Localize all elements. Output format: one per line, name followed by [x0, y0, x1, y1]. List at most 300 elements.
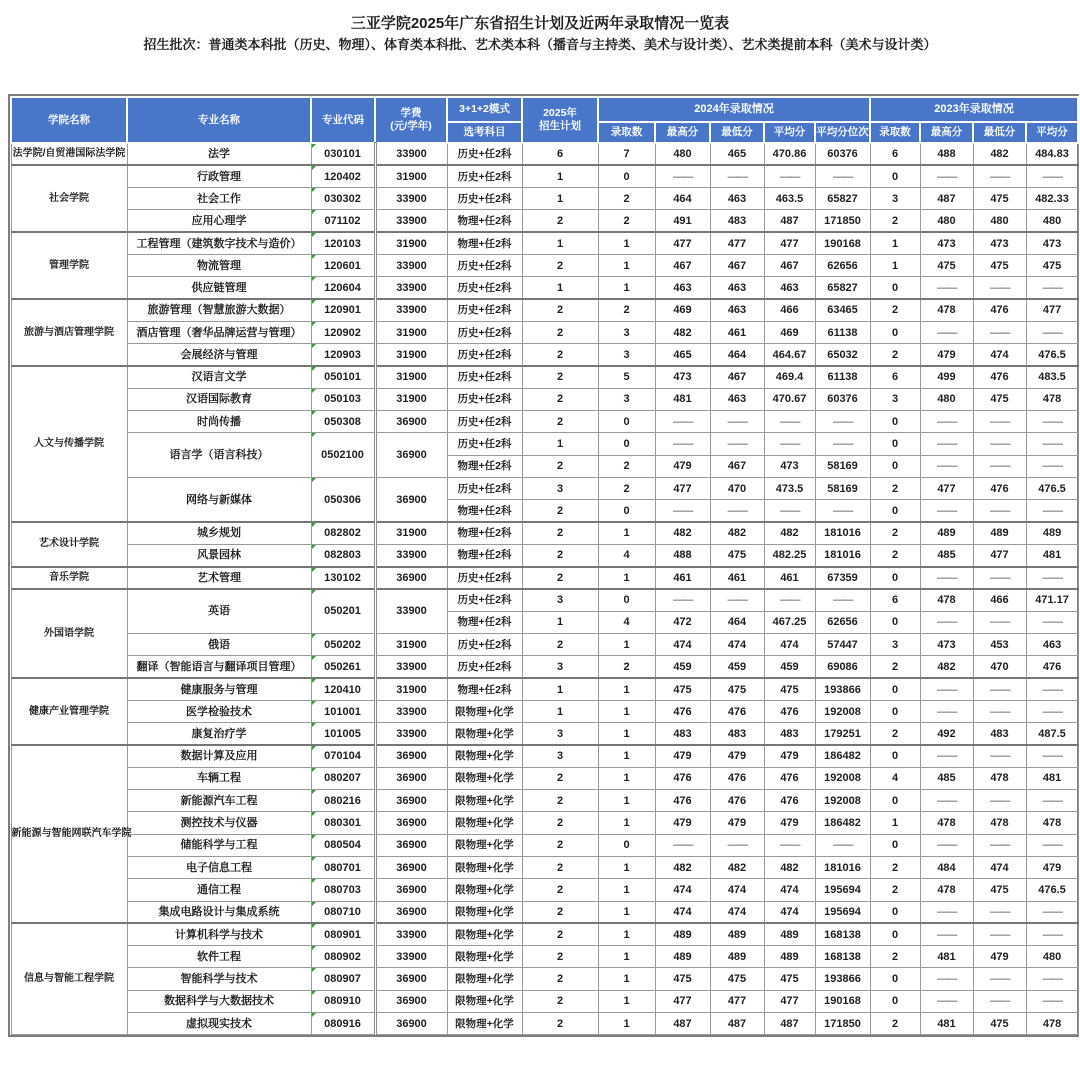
stat-2024-cell: 2 — [598, 477, 655, 499]
error-flag-icon — [312, 924, 316, 928]
major-name-cell: 储能科学与工程 — [127, 834, 311, 856]
tuition-cell: 33900 — [375, 700, 447, 722]
subjects-cell: 物理+任2科 — [447, 544, 522, 566]
stat-2024-cell: 65827 — [815, 277, 870, 299]
college-name-cell: 人文与传播学院 — [11, 366, 127, 522]
stat-2023-cell: 2 — [870, 299, 920, 321]
stat-2023-cell: 474 — [973, 857, 1026, 879]
table-row — [11, 165, 1078, 187]
stat-2023-cell: 475 — [973, 188, 1026, 210]
stat-2023-cell: —— — [973, 700, 1026, 722]
stat-2024-cell: —— — [710, 411, 764, 433]
plan-2025-cell: 1 — [522, 678, 598, 700]
major-name-cell: 时尚传播 — [127, 411, 311, 433]
error-flag-icon — [312, 634, 316, 638]
major-code-text: 082802 — [324, 527, 361, 540]
subjects-cell: 限物理+化学 — [447, 923, 522, 945]
table-row — [11, 589, 1078, 611]
plan-2025-cell: 3 — [522, 589, 598, 611]
stat-2024-cell: 481 — [655, 388, 710, 410]
table-row — [11, 254, 1078, 276]
subjects-cell: 物理+任2科 — [447, 611, 522, 633]
header-2023-max: 最高分 — [920, 122, 973, 143]
stat-2024-cell: —— — [815, 834, 870, 856]
stat-2024-cell: 190168 — [815, 232, 870, 254]
tuition-cell: 31900 — [375, 344, 447, 366]
admission-table — [10, 96, 1079, 1035]
stat-2023-cell: 2 — [870, 477, 920, 499]
tuition-cell: 36900 — [375, 834, 447, 856]
stat-2024-cell: 181016 — [815, 857, 870, 879]
tuition-cell: 36900 — [375, 477, 447, 522]
tuition-cell: 31900 — [375, 634, 447, 656]
tuition-cell: 33900 — [375, 188, 447, 210]
error-flag-icon — [312, 968, 316, 972]
table-row — [11, 477, 1078, 499]
major-name-cell: 社会工作 — [127, 188, 311, 210]
stat-2024-cell: 473 — [764, 455, 815, 477]
major-code-text: 080710 — [324, 905, 361, 918]
error-flag-icon — [312, 812, 316, 816]
stat-2024-cell: 464.67 — [764, 344, 815, 366]
subjects-cell: 历史+任2科 — [447, 388, 522, 410]
stat-2023-cell: 2 — [870, 210, 920, 232]
plan-2025-cell: 2 — [522, 455, 598, 477]
major-name-cell: 艺术管理 — [127, 567, 311, 589]
error-flag-icon — [312, 233, 316, 237]
college-name-cell: 旅游与酒店管理学院 — [11, 299, 127, 366]
stat-2023-cell: 492 — [920, 723, 973, 745]
major-name-cell: 计算机科学与技术 — [127, 923, 311, 945]
stat-2024-cell: —— — [764, 589, 815, 611]
subjects-cell: 历史+任2科 — [447, 143, 522, 165]
major-code-cell — [311, 299, 375, 321]
stat-2023-cell: 473 — [920, 232, 973, 254]
major-code-text: 120604 — [324, 281, 361, 294]
subjects-cell: 历史+任2科 — [447, 254, 522, 276]
tuition-cell: 31900 — [375, 366, 447, 388]
error-flag-icon — [312, 188, 316, 192]
error-flag-icon — [312, 277, 316, 281]
stat-2023-cell: 478 — [973, 812, 1026, 834]
tuition-cell: 36900 — [375, 745, 447, 767]
major-code-cell — [311, 790, 375, 812]
header-2023-min: 最低分 — [973, 122, 1026, 143]
subjects-cell: 历史+任2科 — [447, 634, 522, 656]
subjects-cell: 历史+任2科 — [447, 321, 522, 343]
stat-2024-cell: 63465 — [815, 299, 870, 321]
stat-2024-cell: 168138 — [815, 923, 870, 945]
header-plan-2025 — [522, 97, 598, 143]
plan-2025-cell: 1 — [522, 700, 598, 722]
stat-2024-cell: 1 — [598, 678, 655, 700]
stat-2023-cell: —— — [920, 411, 973, 433]
major-name-cell: 软件工程 — [127, 946, 311, 968]
plan-2025-cell: 1 — [522, 433, 598, 455]
table-row — [11, 433, 1078, 455]
tuition-cell: 31900 — [375, 232, 447, 254]
stat-2023-cell: 478 — [1026, 1013, 1078, 1035]
stat-2024-cell: 186482 — [815, 745, 870, 767]
stat-2023-cell: 475 — [973, 388, 1026, 410]
error-flag-icon — [312, 723, 316, 727]
major-code-text: 082803 — [324, 549, 361, 562]
tuition-cell: 36900 — [375, 790, 447, 812]
tuition-cell: 31900 — [375, 165, 447, 187]
major-name-cell: 风景园林 — [127, 544, 311, 566]
stat-2023-cell: 487 — [920, 188, 973, 210]
stat-2023-cell: —— — [920, 321, 973, 343]
plan-2025-cell: 2 — [522, 879, 598, 901]
tuition-cell: 36900 — [375, 968, 447, 990]
plan-2025-cell: 2 — [522, 634, 598, 656]
stat-2023-cell: —— — [973, 923, 1026, 945]
stat-2024-cell: 474 — [655, 634, 710, 656]
major-name-cell: 英语 — [127, 589, 311, 634]
stat-2023-cell: 0 — [870, 433, 920, 455]
stat-2024-cell: 467.25 — [764, 611, 815, 633]
major-code-text: 080703 — [324, 883, 361, 896]
stat-2024-cell: 2 — [598, 299, 655, 321]
stat-2023-cell: —— — [973, 277, 1026, 299]
stat-2023-cell: —— — [920, 277, 973, 299]
stat-2024-cell: 58169 — [815, 477, 870, 499]
stat-2024-cell: 1 — [598, 968, 655, 990]
stat-2024-cell: 1 — [598, 745, 655, 767]
stat-2024-cell: 463 — [710, 188, 764, 210]
stat-2024-cell: 1 — [598, 812, 655, 834]
header-row-1 — [11, 97, 1078, 122]
table-row — [11, 210, 1078, 232]
stat-2023-cell: 2 — [870, 344, 920, 366]
tuition-cell: 31900 — [375, 678, 447, 700]
stat-2023-cell: —— — [920, 611, 973, 633]
stat-2024-cell: 489 — [764, 923, 815, 945]
stat-2024-cell: 192008 — [815, 790, 870, 812]
major-code-text: 130102 — [324, 571, 361, 584]
stat-2023-cell: 479 — [973, 946, 1026, 968]
subjects-cell: 历史+任2科 — [447, 366, 522, 388]
subjects-cell: 历史+任2科 — [447, 299, 522, 321]
subjects-cell: 限物理+化学 — [447, 990, 522, 1012]
stat-2024-cell: 171850 — [815, 1013, 870, 1035]
stat-2023-cell: 474 — [973, 344, 1026, 366]
major-code-text: 080701 — [324, 861, 361, 874]
error-flag-icon — [312, 545, 316, 549]
table-row — [11, 901, 1078, 923]
header-major: 专业名称 — [127, 97, 311, 143]
stat-2024-cell: 0 — [598, 165, 655, 187]
stat-2023-cell: —— — [973, 321, 1026, 343]
stat-2024-cell: 60376 — [815, 388, 870, 410]
table-row — [11, 834, 1078, 856]
stat-2024-cell: 1 — [598, 634, 655, 656]
major-name-cell: 旅游管理（智慧旅游大数据） — [127, 299, 311, 321]
error-flag-icon — [312, 790, 316, 794]
stat-2024-cell: 181016 — [815, 522, 870, 544]
stat-2024-cell: 193866 — [815, 678, 870, 700]
error-flag-icon — [312, 322, 316, 326]
stat-2024-cell: 459 — [764, 656, 815, 678]
plan-2025-cell: 2 — [522, 790, 598, 812]
stat-2023-cell: —— — [973, 165, 1026, 187]
tuition-cell: 33900 — [375, 589, 447, 634]
stat-2023-cell: 478 — [1026, 812, 1078, 834]
stat-2024-cell: —— — [710, 433, 764, 455]
table-row — [11, 678, 1078, 700]
stat-2023-cell: 473 — [1026, 232, 1078, 254]
college-name-cell: 法学院/自贸港国际法学院 — [11, 143, 127, 165]
stat-2023-cell: —— — [920, 790, 973, 812]
stat-2024-cell: —— — [710, 834, 764, 856]
table-row — [11, 767, 1078, 789]
plan-2025-cell: 2 — [522, 767, 598, 789]
stat-2024-cell: 179251 — [815, 723, 870, 745]
stat-2024-cell: 465 — [710, 143, 764, 165]
stat-2024-cell: 3 — [598, 388, 655, 410]
stat-2023-cell: 484 — [920, 857, 973, 879]
stat-2024-cell: 2 — [598, 210, 655, 232]
error-flag-icon — [312, 144, 316, 148]
stat-2023-cell: —— — [920, 990, 973, 1012]
stat-2023-cell: 489 — [973, 522, 1026, 544]
stat-2023-cell: —— — [920, 745, 973, 767]
subjects-cell: 限物理+化学 — [447, 723, 522, 745]
stat-2024-cell: 477 — [764, 232, 815, 254]
table-row — [11, 544, 1078, 566]
table-row — [11, 1013, 1078, 1035]
stat-2024-cell: 487 — [710, 1013, 764, 1035]
stat-2024-cell: 467 — [710, 455, 764, 477]
major-code-cell — [311, 232, 375, 254]
error-flag-icon — [312, 433, 316, 437]
stat-2024-cell: 65827 — [815, 188, 870, 210]
major-code-text: 050308 — [324, 415, 361, 428]
tuition-cell: 33900 — [375, 923, 447, 945]
plan-2025-cell: 2 — [522, 857, 598, 879]
stat-2024-cell: 190168 — [815, 990, 870, 1012]
stat-2023-cell: 466 — [973, 589, 1026, 611]
stat-2024-cell: 477 — [655, 477, 710, 499]
stat-2024-cell: 482 — [655, 857, 710, 879]
stat-2023-cell: 6 — [870, 143, 920, 165]
tuition-cell: 31900 — [375, 321, 447, 343]
stat-2023-cell: —— — [973, 433, 1026, 455]
header-plan-line1: 2025年 — [543, 107, 577, 119]
table-row — [11, 567, 1078, 589]
stat-2024-cell: 181016 — [815, 544, 870, 566]
major-code-text: 050261 — [324, 660, 361, 673]
stat-2024-cell: 461 — [710, 321, 764, 343]
tuition-cell: 33900 — [375, 277, 447, 299]
plan-2025-cell: 2 — [522, 210, 598, 232]
table-row — [11, 700, 1078, 722]
stat-2023-cell: 475 — [1026, 254, 1078, 276]
stat-2024-cell: 1 — [598, 923, 655, 945]
stat-2024-cell: 476 — [710, 790, 764, 812]
stat-2024-cell: 475 — [655, 968, 710, 990]
stat-2024-cell: 482 — [655, 522, 710, 544]
stat-2023-cell: 470 — [973, 656, 1026, 678]
stat-2023-cell: 489 — [920, 522, 973, 544]
stat-2023-cell: 6 — [870, 589, 920, 611]
stat-2024-cell: 479 — [655, 812, 710, 834]
major-code-text: 030101 — [324, 148, 361, 161]
stat-2023-cell: —— — [1026, 990, 1078, 1012]
header-2024-count: 录取数 — [598, 122, 655, 143]
subjects-cell: 限物理+化学 — [447, 946, 522, 968]
plan-2025-cell: 3 — [522, 656, 598, 678]
major-code-cell — [311, 210, 375, 232]
stat-2024-cell: 467 — [764, 254, 815, 276]
admission-table-frame — [8, 94, 1079, 1037]
stat-2024-cell: 476 — [655, 790, 710, 812]
stat-2023-cell: —— — [1026, 411, 1078, 433]
tuition-cell: 36900 — [375, 567, 447, 589]
stat-2024-cell: —— — [815, 500, 870, 522]
subjects-cell: 历史+任2科 — [447, 165, 522, 187]
stat-2024-cell: 476 — [764, 790, 815, 812]
subjects-cell: 限物理+化学 — [447, 1013, 522, 1035]
tuition-cell: 36900 — [375, 812, 447, 834]
stat-2024-cell: 476 — [710, 767, 764, 789]
stat-2023-cell: 453 — [973, 634, 1026, 656]
table-row — [11, 723, 1078, 745]
stat-2023-cell: 476 — [973, 366, 1026, 388]
stat-2023-cell: 477 — [1026, 299, 1078, 321]
major-code-cell — [311, 567, 375, 589]
stat-2023-cell: 2 — [870, 656, 920, 678]
stat-2024-cell: 479 — [764, 812, 815, 834]
subjects-cell: 限物理+化学 — [447, 700, 522, 722]
tuition-cell: 33900 — [375, 723, 447, 745]
major-code-cell — [311, 254, 375, 276]
stat-2024-cell: —— — [764, 411, 815, 433]
stat-2023-cell: —— — [973, 678, 1026, 700]
stat-2024-cell: 5 — [598, 366, 655, 388]
stat-2023-cell: 499 — [920, 366, 973, 388]
stat-2024-cell: —— — [710, 500, 764, 522]
subjects-cell: 限物理+化学 — [447, 790, 522, 812]
major-code-cell — [311, 321, 375, 343]
stat-2023-cell: —— — [920, 678, 973, 700]
subjects-cell: 历史+任2科 — [447, 188, 522, 210]
stat-2024-cell: 476 — [764, 767, 815, 789]
stat-2024-cell: 482 — [655, 321, 710, 343]
stat-2024-cell: 482 — [764, 857, 815, 879]
stat-2024-cell: 67359 — [815, 567, 870, 589]
stat-2024-cell: 0 — [598, 433, 655, 455]
stat-2024-cell: 61138 — [815, 366, 870, 388]
stat-2023-cell: 475 — [920, 254, 973, 276]
error-flag-icon — [312, 344, 316, 348]
error-flag-icon — [312, 701, 316, 705]
stat-2023-cell: 488 — [920, 143, 973, 165]
subjects-cell: 历史+任2科 — [447, 589, 522, 611]
stat-2024-cell: 482.25 — [764, 544, 815, 566]
stat-2023-cell: 2 — [870, 879, 920, 901]
stat-2023-cell: 478 — [920, 589, 973, 611]
stat-2023-cell: 0 — [870, 990, 920, 1012]
stat-2023-cell: —— — [1026, 165, 1078, 187]
subjects-cell: 历史+任2科 — [447, 411, 522, 433]
stat-2024-cell: 4 — [598, 611, 655, 633]
stat-2024-cell: 1 — [598, 901, 655, 923]
stat-2023-cell: 479 — [1026, 857, 1078, 879]
stat-2023-cell: —— — [1026, 455, 1078, 477]
major-name-cell: 康复治疗学 — [127, 723, 311, 745]
error-flag-icon — [312, 857, 316, 861]
stat-2023-cell: 480 — [920, 388, 973, 410]
major-code-text: 080207 — [324, 772, 361, 785]
plan-2025-cell: 3 — [522, 723, 598, 745]
subjects-cell: 物理+任2科 — [447, 232, 522, 254]
major-name-cell: 城乡规划 — [127, 522, 311, 544]
subjects-cell: 物理+任2科 — [447, 455, 522, 477]
header-2024-min: 最低分 — [710, 122, 764, 143]
stat-2024-cell: —— — [655, 165, 710, 187]
stat-2024-cell: 474 — [710, 901, 764, 923]
page-title: 三亚学院2025年广东省招生计划及近两年录取情况一览表 — [350, 15, 730, 32]
major-code-text: 071102 — [324, 214, 361, 227]
stat-2024-cell: 1 — [598, 1013, 655, 1035]
stat-2023-cell: 2 — [870, 522, 920, 544]
subjects-cell: 物理+任2科 — [447, 210, 522, 232]
major-name-cell: 汉语言文学 — [127, 366, 311, 388]
header-fee-line1: 学费 — [400, 107, 422, 119]
stat-2023-cell: 0 — [870, 611, 920, 633]
plan-2025-cell: 2 — [522, 901, 598, 923]
error-flag-icon — [312, 1013, 316, 1017]
major-code-text: 120901 — [324, 304, 361, 317]
table-row — [11, 946, 1078, 968]
stat-2023-cell: 481 — [920, 1013, 973, 1035]
error-flag-icon — [312, 768, 316, 772]
stat-2024-cell: 475 — [764, 968, 815, 990]
subjects-cell: 历史+任2科 — [447, 344, 522, 366]
subjects-cell: 历史+任2科 — [447, 567, 522, 589]
error-flag-icon — [312, 991, 316, 995]
stat-2023-cell: —— — [920, 923, 973, 945]
stat-2024-cell: 479 — [764, 745, 815, 767]
major-name-cell: 物流管理 — [127, 254, 311, 276]
major-name-cell: 俄语 — [127, 634, 311, 656]
college-name-cell: 健康产业管理学院 — [11, 678, 127, 745]
major-code-text: 050103 — [324, 393, 361, 406]
table-row — [11, 656, 1078, 678]
stat-2023-cell: 483.5 — [1026, 366, 1078, 388]
stat-2024-cell: 467 — [655, 254, 710, 276]
major-code-cell — [311, 968, 375, 990]
major-name-cell: 虚拟现实技术 — [127, 1013, 311, 1035]
tuition-cell: 33900 — [375, 656, 447, 678]
error-flag-icon — [312, 679, 316, 683]
stat-2024-cell: 0 — [598, 500, 655, 522]
major-code-text: 120410 — [324, 683, 361, 696]
stat-2024-cell: 1 — [598, 990, 655, 1012]
major-name-cell: 数据科学与大数据技术 — [127, 990, 311, 1012]
stat-2024-cell: —— — [764, 834, 815, 856]
stat-2023-cell: 1 — [870, 812, 920, 834]
stat-2024-cell: 473.5 — [764, 477, 815, 499]
stat-2024-cell: 479 — [710, 745, 764, 767]
plan-2025-cell: 2 — [522, 388, 598, 410]
tuition-cell: 33900 — [375, 299, 447, 321]
error-flag-icon — [312, 210, 316, 214]
subjects-cell: 历史+任2科 — [447, 277, 522, 299]
stat-2023-cell: 476.5 — [1026, 477, 1078, 499]
header-college: 学院名称 — [11, 97, 127, 143]
